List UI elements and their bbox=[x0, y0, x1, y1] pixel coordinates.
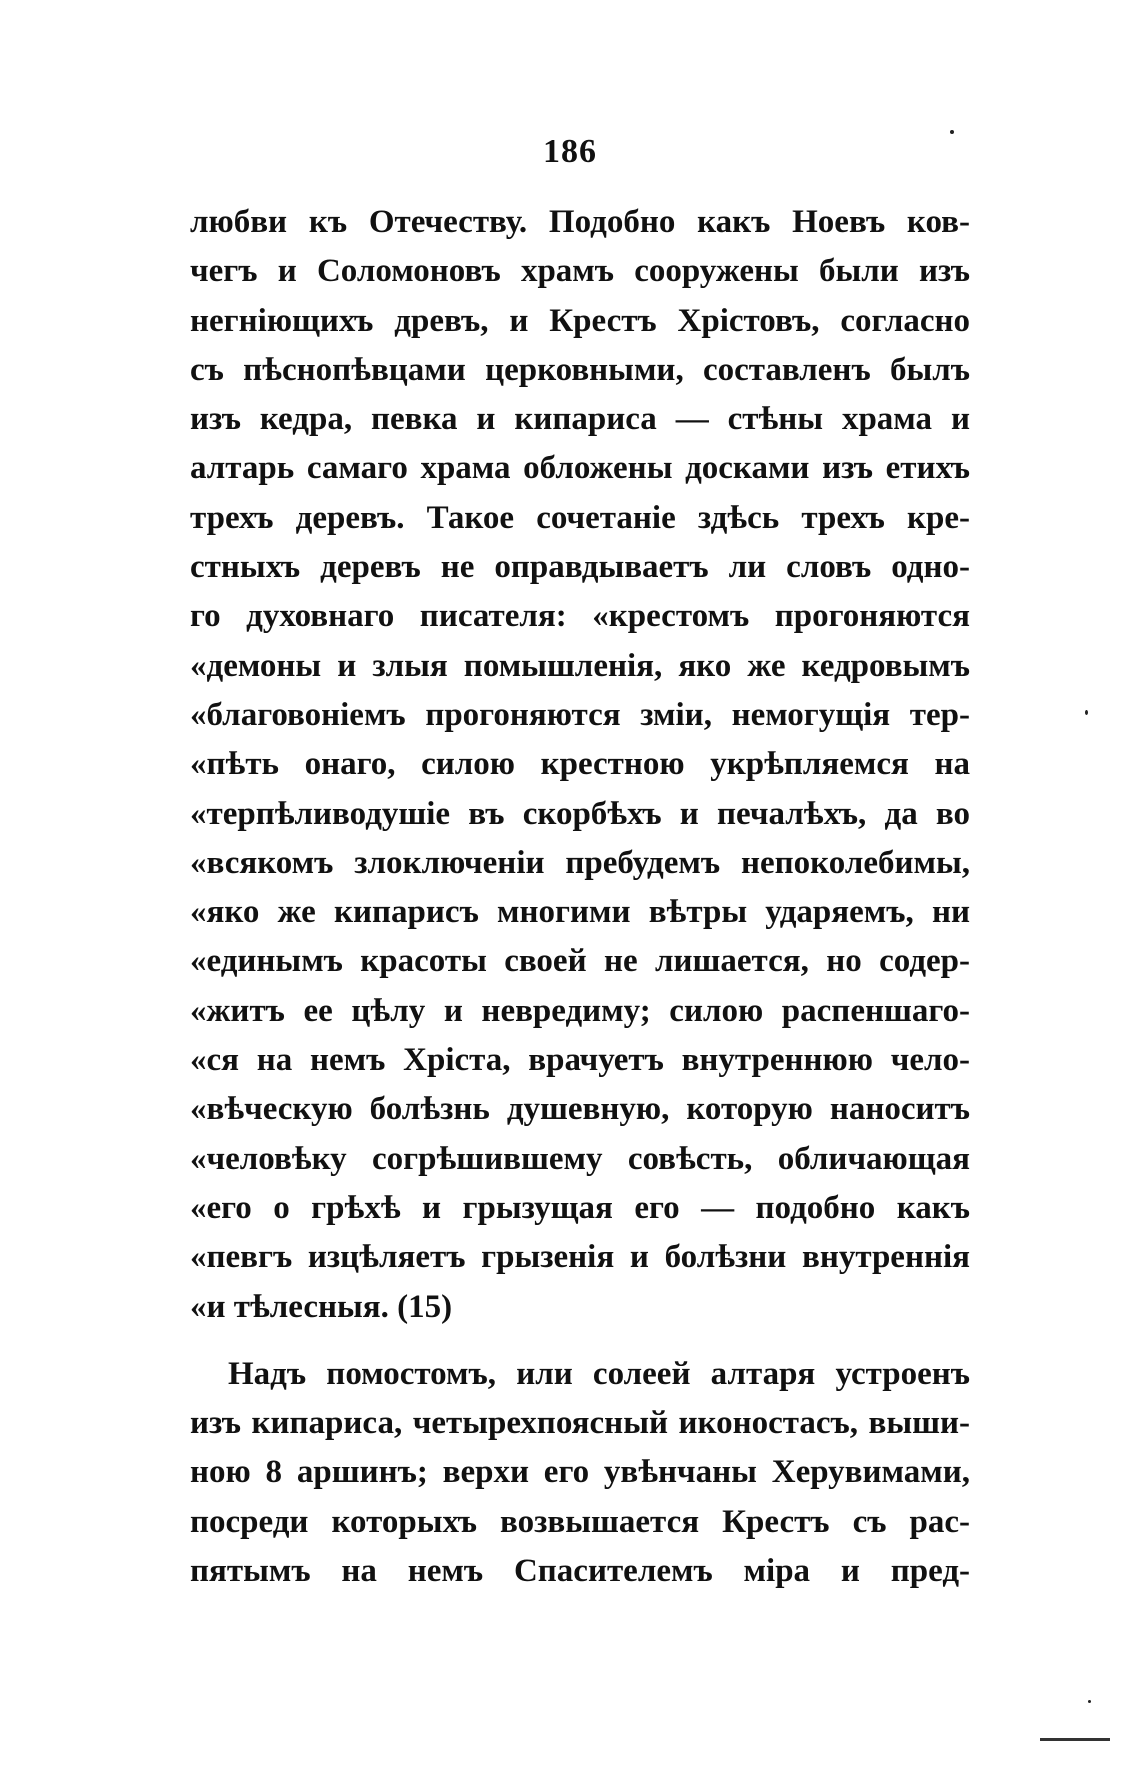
text-line: «благовоніемъ прогоняются зміи, немогущія тер- bbox=[190, 696, 970, 733]
text-line: «житъ ее цѣлу и невредиму; силою распеншаго- bbox=[190, 992, 970, 1029]
page-number: 186 bbox=[543, 133, 597, 170]
ink-speck bbox=[1085, 710, 1088, 715]
text-line: алтарь самаго храма обложены досками изъ етихъ bbox=[190, 450, 970, 487]
text-line: «яко же кипарисъ многими вѣтры ударяемъ, ни bbox=[190, 894, 970, 931]
text-line: «демоны и злыя помышленія, яко же кедровымъ bbox=[190, 647, 970, 684]
text-line: «ся на немъ Хріста, врачуетъ внутреннюю чело- bbox=[190, 1042, 970, 1079]
text-line: трехъ деревъ. Такое сочетаніе здѣсь трехъ кре- bbox=[190, 499, 970, 536]
text-line: ною 8 аршинъ; верхи его увѣнчаны Херувимами, bbox=[190, 1454, 970, 1491]
scan-edge-mark bbox=[1040, 1738, 1110, 1741]
paragraph-2 bbox=[190, 1350, 970, 1596]
text-line: «вѣческую болѣзнь душевную, которую наноситъ bbox=[190, 1091, 970, 1128]
text-line: изъ кипариса, четырехпоясный иконостасъ, выши- bbox=[190, 1405, 970, 1442]
text-line: «человѣку согрѣшившему совѣсть, обличающая bbox=[190, 1140, 970, 1177]
text-line: «пѣть онаго, силою крестною укрѣпляемся на bbox=[190, 746, 970, 783]
text-line: изъ кедра, певка и кипариса — стѣны храма и bbox=[190, 401, 970, 438]
text-line: «всякомъ злоключеніи пребудемъ непоколебимы, bbox=[190, 844, 970, 881]
text-line: любви къ Отечеству. Подобно какъ Ноевъ ков- bbox=[190, 204, 970, 240]
paragraph-1 bbox=[190, 198, 970, 1332]
text-line: стныхъ деревъ не оправдываетъ ли словъ одно- bbox=[190, 549, 970, 586]
text-line: «и тѣлесныя. (15) bbox=[190, 1288, 453, 1325]
body-text bbox=[190, 198, 970, 1596]
text-line: негніющихъ древъ, и Крестъ Хрістовъ, согласно bbox=[190, 302, 970, 339]
text-line: посреди которыхъ возвышается Крестъ съ рас- bbox=[190, 1503, 970, 1540]
paragraph-gap bbox=[190, 1332, 970, 1350]
text-line: «единымъ красоты своей не лишается, но содер- bbox=[190, 943, 970, 980]
text-line: пятымъ на немъ Спасителемъ міра и пред- bbox=[190, 1553, 970, 1590]
text-line: чегъ и Соломоновъ храмъ сооружены были изъ bbox=[190, 253, 970, 290]
text-line: го духовнаго писателя: «крестомъ прогоняются bbox=[190, 598, 970, 635]
text-line: «певгъ изцѣляетъ грызенія и болѣзни внутреннія bbox=[190, 1239, 970, 1276]
text-line: съ пѣснопѣвцами церковными, составленъ былъ bbox=[190, 351, 970, 388]
ink-speck bbox=[1088, 1700, 1091, 1703]
text-line: Надъ помостомъ, или солеей алтаря устроенъ bbox=[228, 1355, 970, 1392]
text-line: «терпѣливодушіе въ скорбѣхъ и печалѣхъ, да во bbox=[190, 795, 970, 832]
text-line: «его о грѣхѣ и грызущая его — подобно какъ bbox=[190, 1189, 970, 1226]
ink-speck bbox=[950, 130, 954, 134]
